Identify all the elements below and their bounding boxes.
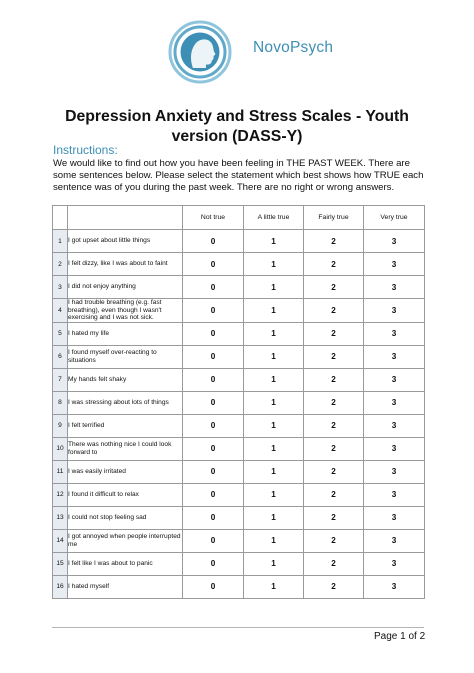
response-option-not-true[interactable]: 0 (183, 483, 244, 506)
item-number: 7 (53, 368, 68, 391)
dass-y-questionnaire-table (52, 205, 425, 599)
response-option-a-little-true[interactable]: 1 (244, 345, 304, 368)
response-option-very-true[interactable]: 3 (364, 322, 425, 345)
header-a-little-true: A little true (244, 206, 304, 230)
response-option-fairly-true[interactable]: 2 (304, 437, 364, 460)
table-row (53, 276, 425, 299)
response-option-not-true[interactable]: 0 (183, 299, 244, 323)
response-option-a-little-true[interactable]: 1 (244, 460, 304, 483)
response-option-a-little-true[interactable]: 1 (244, 253, 304, 276)
response-option-very-true[interactable]: 3 (364, 276, 425, 299)
response-option-a-little-true[interactable]: 1 (244, 483, 304, 506)
item-statement: I hated my life (68, 322, 183, 345)
response-option-fairly-true[interactable]: 2 (304, 414, 364, 437)
response-option-a-little-true[interactable]: 1 (244, 276, 304, 299)
response-option-very-true[interactable]: 3 (364, 437, 425, 460)
item-statement: I felt like I was about to panic (68, 552, 183, 575)
item-statement: I found it difficult to relax (68, 483, 183, 506)
response-option-very-true[interactable]: 3 (364, 506, 425, 529)
response-option-not-true[interactable]: 0 (183, 437, 244, 460)
table-row (53, 460, 425, 483)
response-option-fairly-true[interactable]: 2 (304, 391, 364, 414)
table-row (53, 414, 425, 437)
item-number: 14 (53, 529, 68, 552)
item-number: 9 (53, 414, 68, 437)
response-option-not-true[interactable]: 0 (183, 552, 244, 575)
item-number: 1 (53, 230, 68, 253)
response-option-not-true[interactable]: 0 (183, 230, 244, 253)
item-number: 6 (53, 345, 68, 368)
response-option-very-true[interactable]: 3 (364, 299, 425, 323)
table-row (53, 529, 425, 552)
response-option-fairly-true[interactable]: 2 (304, 483, 364, 506)
item-statement: I felt terrified (68, 414, 183, 437)
instructions-text: We would like to find out how you have been feeling in THE PAST WEEK. There are some sentences below. Please select the statement which best shows how TRUE each sentence was of you during the past week. There are no right or wrong answers. (53, 158, 424, 193)
response-option-fairly-true[interactable]: 2 (304, 460, 364, 483)
item-number: 13 (53, 506, 68, 529)
item-number: 16 (53, 575, 68, 598)
response-option-very-true[interactable]: 3 (364, 345, 425, 368)
table-row (53, 437, 425, 460)
table-row (53, 575, 425, 598)
response-option-not-true[interactable]: 0 (183, 322, 244, 345)
item-statement: I did not enjoy anything (68, 276, 183, 299)
response-option-very-true[interactable]: 3 (364, 483, 425, 506)
response-option-not-true[interactable]: 0 (183, 414, 244, 437)
response-option-very-true[interactable]: 3 (364, 529, 425, 552)
table-row (53, 552, 425, 575)
document-title: Depression Anxiety and Stress Scales - Youth version (DASS-Y) (65, 108, 409, 145)
table-row (53, 299, 425, 323)
item-number: 5 (53, 322, 68, 345)
response-option-very-true[interactable]: 3 (364, 460, 425, 483)
header-not-true: Not true (183, 206, 244, 230)
item-statement: I felt dizzy, like I was about to faint (68, 253, 183, 276)
response-option-a-little-true[interactable]: 1 (244, 414, 304, 437)
table-row (53, 506, 425, 529)
item-statement: I got upset about little things (68, 230, 183, 253)
response-option-very-true[interactable]: 3 (364, 552, 425, 575)
instructions-heading: Instructions: (53, 143, 118, 157)
table-row (53, 345, 425, 368)
response-option-a-little-true[interactable]: 1 (244, 529, 304, 552)
table-row (53, 391, 425, 414)
response-option-very-true[interactable]: 3 (364, 230, 425, 253)
page-number: Page 1 of 2 (374, 631, 426, 642)
response-option-very-true[interactable]: 3 (364, 414, 425, 437)
header-fairly-true: Fairly true (304, 206, 364, 230)
response-option-fairly-true[interactable]: 2 (304, 368, 364, 391)
response-option-very-true[interactable]: 3 (364, 575, 425, 598)
header-very-true: Very true (364, 206, 425, 230)
response-option-a-little-true[interactable]: 1 (244, 368, 304, 391)
table-row (53, 368, 425, 391)
response-option-very-true[interactable]: 3 (364, 253, 425, 276)
response-option-not-true[interactable]: 0 (183, 575, 244, 598)
response-option-very-true[interactable]: 3 (364, 368, 425, 391)
response-option-a-little-true[interactable]: 1 (244, 391, 304, 414)
response-option-fairly-true[interactable]: 2 (304, 276, 364, 299)
response-option-not-true[interactable]: 0 (183, 276, 244, 299)
response-option-fairly-true[interactable]: 2 (304, 299, 364, 323)
item-number: 15 (53, 552, 68, 575)
header-statement-cell (68, 206, 183, 230)
response-option-not-true[interactable]: 0 (183, 345, 244, 368)
response-option-very-true[interactable]: 3 (364, 391, 425, 414)
item-statement: I found myself over-reacting to situations (68, 345, 183, 368)
brand-name: NovoPsych (253, 39, 334, 56)
item-statement: I had trouble breathing (e.g. fast breathing), even though I wasn't exercising and I was not sick. (68, 299, 183, 323)
response-option-a-little-true[interactable]: 1 (244, 575, 304, 598)
table-row (53, 322, 425, 345)
response-option-not-true[interactable]: 0 (183, 506, 244, 529)
header-blank-cell (53, 206, 68, 230)
response-option-fairly-true[interactable]: 2 (304, 575, 364, 598)
response-option-fairly-true[interactable]: 2 (304, 552, 364, 575)
item-statement: I was easily irritated (68, 460, 183, 483)
response-option-a-little-true[interactable]: 1 (244, 230, 304, 253)
item-number: 10 (53, 437, 68, 460)
response-option-fairly-true[interactable]: 2 (304, 345, 364, 368)
response-option-fairly-true[interactable]: 2 (304, 253, 364, 276)
response-option-not-true[interactable]: 0 (183, 391, 244, 414)
response-option-a-little-true[interactable]: 1 (244, 322, 304, 345)
item-statement: I got annoyed when people interrupted me (68, 529, 183, 552)
response-option-not-true[interactable]: 0 (183, 368, 244, 391)
table-row (53, 483, 425, 506)
item-number: 3 (53, 276, 68, 299)
table-row (53, 230, 425, 253)
response-option-not-true[interactable]: 0 (183, 460, 244, 483)
item-number: 11 (53, 460, 68, 483)
footer-divider (52, 627, 424, 628)
response-option-not-true[interactable]: 0 (183, 253, 244, 276)
item-number: 12 (53, 483, 68, 506)
response-option-fairly-true[interactable]: 2 (304, 230, 364, 253)
response-option-a-little-true[interactable]: 1 (244, 506, 304, 529)
item-statement: I hated myself (68, 575, 183, 598)
response-option-a-little-true[interactable]: 1 (244, 552, 304, 575)
response-option-fairly-true[interactable]: 2 (304, 322, 364, 345)
item-number: 8 (53, 391, 68, 414)
table-row (53, 253, 425, 276)
item-number: 2 (53, 253, 68, 276)
response-option-a-little-true[interactable]: 1 (244, 437, 304, 460)
response-option-fairly-true[interactable]: 2 (304, 529, 364, 552)
response-option-a-little-true[interactable]: 1 (244, 299, 304, 323)
item-statement: My hands felt shaky (68, 368, 183, 391)
table-header-row (53, 206, 425, 230)
response-option-not-true[interactable]: 0 (183, 529, 244, 552)
item-statement: I was stressing about lots of things (68, 391, 183, 414)
novopsych-logo-icon (168, 20, 232, 84)
item-statement: I could not stop feeling sad (68, 506, 183, 529)
item-number: 4 (53, 299, 68, 323)
item-statement: There was nothing nice I could look forward to (68, 437, 183, 460)
response-option-fairly-true[interactable]: 2 (304, 506, 364, 529)
